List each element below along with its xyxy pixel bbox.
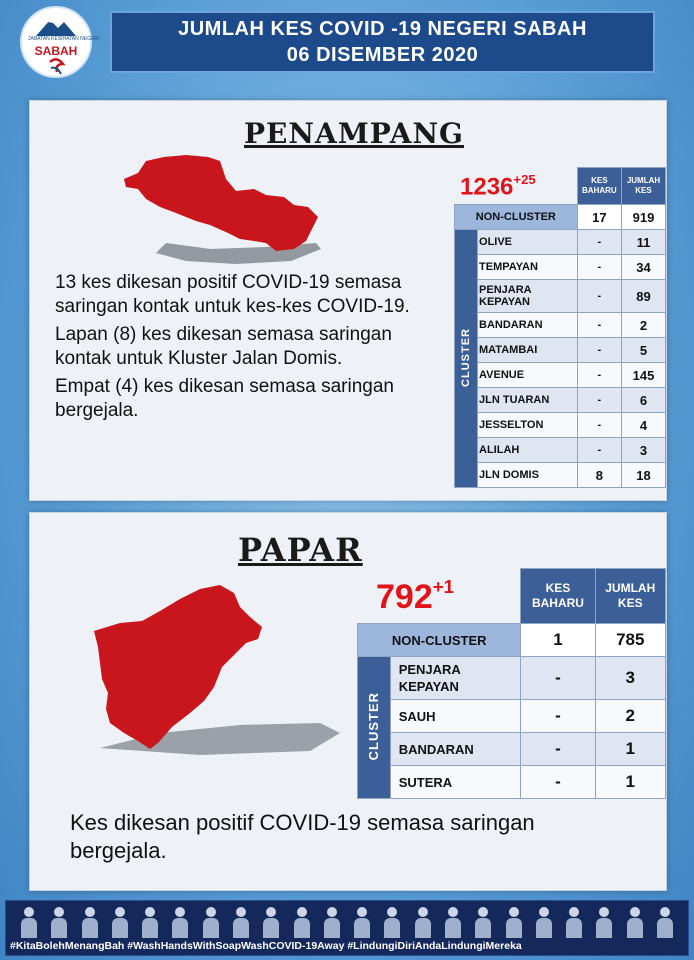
cluster-name: MATAMBAI [478, 338, 578, 363]
cluster-new: - [577, 363, 621, 388]
cluster-name: PENJARA KEPAYAN [390, 657, 521, 700]
non-cluster-label: NON-CLUSTER [358, 624, 521, 657]
description-line: Lapan (8) kes dikesan semasa saringan kontak untuk Kluster Jalan Domis. [55, 324, 392, 369]
papar-map [80, 583, 350, 763]
cluster-name: AVENUE [478, 363, 578, 388]
person-icon [444, 905, 462, 939]
papar-case-table [357, 568, 666, 799]
logo-subtext: JABATAN KESIHATAN NEGERI [28, 36, 100, 42]
cluster-total: 5 [622, 338, 666, 363]
cluster-new: - [521, 766, 595, 799]
cluster-name: OLIVE [478, 230, 578, 255]
page-title: JUMLAH KES COVID -19 NEGERI SABAH [178, 18, 587, 40]
table-row [455, 338, 666, 363]
sabah-health-logo [20, 6, 100, 78]
non-cluster-new: 1 [521, 624, 595, 657]
cluster-new: - [577, 438, 621, 463]
cluster-total: 89 [622, 280, 666, 313]
cluster-total: 6 [622, 388, 666, 413]
cluster-total: 1 [595, 733, 666, 766]
person-icon [202, 905, 220, 939]
person-icon [81, 905, 99, 939]
penampang-panel [29, 100, 667, 501]
table-row [358, 766, 666, 799]
cluster-new: - [577, 280, 621, 313]
footer-banner [5, 900, 689, 956]
person-icon [595, 905, 613, 939]
non-cluster-total: 785 [595, 624, 666, 657]
table-row [455, 463, 666, 488]
cluster-new: - [521, 657, 595, 700]
cluster-new: - [521, 733, 595, 766]
cluster-total: 18 [622, 463, 666, 488]
person-icon [323, 905, 341, 939]
cluster-name: PENJARA KEPAYAN [478, 280, 578, 313]
new-case-count: +25 [513, 172, 536, 187]
person-icon [474, 905, 492, 939]
logo-swirl-icon [47, 58, 67, 76]
cluster-total: 11 [622, 230, 666, 255]
total-count: 792 [376, 577, 433, 616]
person-icon [50, 905, 68, 939]
person-icon [565, 905, 583, 939]
table-row [455, 438, 666, 463]
cluster-total: 145 [622, 363, 666, 388]
person-icon [171, 905, 189, 939]
papar-description: Kes dikesan positif COVID-19 semasa saringan bergejala. [70, 810, 535, 863]
person-icon [626, 905, 644, 939]
district-title-papar: PAPAR [238, 531, 363, 569]
non-cluster-total: 919 [622, 205, 666, 230]
new-case-count: +1 [432, 576, 455, 597]
table-row [455, 255, 666, 280]
papar-panel [29, 512, 667, 891]
logo-text: SABAH [34, 44, 78, 58]
penampang-case-table [454, 167, 666, 488]
person-icon [262, 905, 280, 939]
person-icon [383, 905, 401, 939]
col-header-new: KES BAHARU [521, 569, 595, 624]
person-icon [656, 905, 674, 939]
table-row [455, 230, 666, 255]
person-icon [414, 905, 432, 939]
table-row [358, 700, 666, 733]
penampang-description [55, 271, 445, 427]
person-icon [141, 905, 159, 939]
non-cluster-new: 17 [577, 205, 621, 230]
cluster-total: 4 [622, 413, 666, 438]
table-row [455, 388, 666, 413]
description-line: 13 kes dikesan positif COVID-19 semasa saringan kontak untuk kes-kes COVID-19. [55, 272, 410, 317]
non-cluster-label: NON-CLUSTER [455, 205, 578, 230]
cluster-total: 3 [622, 438, 666, 463]
cluster-name: BANDARAN [478, 313, 578, 338]
table-row [358, 657, 666, 700]
cluster-name: JLN DOMIS [478, 463, 578, 488]
title-banner [110, 11, 655, 73]
cluster-new: - [577, 313, 621, 338]
person-icon [353, 905, 371, 939]
table-row [455, 413, 666, 438]
table-row [455, 313, 666, 338]
cluster-total: 1 [595, 766, 666, 799]
cluster-new: - [577, 388, 621, 413]
frontliner-figures [20, 903, 674, 939]
penampang-map [116, 151, 326, 266]
table-row [358, 733, 666, 766]
cluster-new: - [577, 338, 621, 363]
description-line: Empat (4) kes dikesan semasa saringan bergejala. [55, 376, 394, 421]
cluster-name: SUTERA [390, 766, 521, 799]
cluster-name: JESSELTON [478, 413, 578, 438]
hashtags: #KitaBolehMenangBah #WashHandsWithSoapWashCOVID-19Away #LindungiDiriAndaLindungiMereka [10, 940, 522, 952]
cluster-new: 8 [577, 463, 621, 488]
cluster-new: - [577, 413, 621, 438]
cluster-name: SAUH [390, 700, 521, 733]
cluster-total: 2 [622, 313, 666, 338]
cluster-new: - [577, 255, 621, 280]
person-icon [20, 905, 38, 939]
cluster-name: ALILAH [478, 438, 578, 463]
cluster-new: - [577, 230, 621, 255]
cluster-total: 3 [595, 657, 666, 700]
cluster-label: CLUSTER [455, 230, 478, 488]
cluster-total: 34 [622, 255, 666, 280]
cluster-name: BANDARAN [390, 733, 521, 766]
cluster-name: TEMPAYAN [478, 255, 578, 280]
col-header-total: JUMLAH KES [595, 569, 666, 624]
person-icon [111, 905, 129, 939]
person-icon [535, 905, 553, 939]
district-title-penampang: PENAMPANG [244, 117, 464, 150]
table-row [455, 280, 666, 313]
person-icon [293, 905, 311, 939]
person-icon [505, 905, 523, 939]
cluster-label: CLUSTER [358, 657, 391, 799]
cluster-new: - [521, 700, 595, 733]
table-row [455, 363, 666, 388]
report-date: 06 DISEMBER 2020 [286, 44, 479, 66]
col-header-total: JUMLAH KES [622, 168, 666, 205]
cluster-total: 2 [595, 700, 666, 733]
col-header-new: KES BAHARU [577, 168, 621, 205]
cluster-name: JLN TUARAN [478, 388, 578, 413]
total-count: 1236 [460, 173, 514, 201]
person-icon [232, 905, 250, 939]
